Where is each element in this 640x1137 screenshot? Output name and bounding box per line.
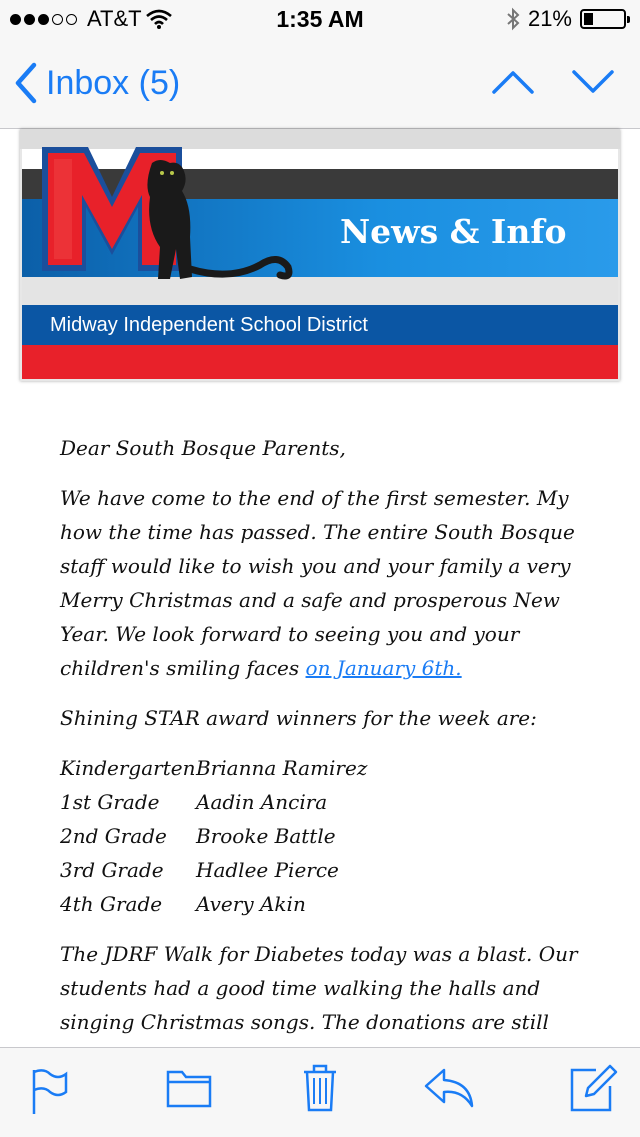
greeting: Dear South Bosque Parents, [60, 436, 346, 460]
battery-icon [580, 9, 626, 29]
navigation-bar [0, 40, 640, 129]
bottom-toolbar [0, 1047, 640, 1137]
compose-icon[interactable] [570, 1064, 618, 1112]
district-name: Midway Independent School District [22, 305, 618, 345]
carrier-label: AT&T [87, 6, 142, 31]
previous-message-button[interactable] [492, 68, 534, 96]
folder-icon[interactable] [166, 1066, 212, 1110]
message-navigation [492, 68, 614, 96]
newsletter-banner [20, 129, 620, 381]
panther-mascot-image [140, 157, 330, 285]
award-list [60, 751, 590, 921]
next-message-button[interactable] [572, 68, 614, 96]
letter-text [60, 431, 590, 1089]
back-to-inbox-button[interactable] [14, 62, 180, 104]
banner-headline: News & Info [340, 212, 567, 251]
award-intro: Shining STAR award winners for the week are: [60, 706, 537, 730]
award-row: 4th Grade Avery Akin [60, 892, 306, 916]
award-row: 1st Grade Aadin Ancira [60, 790, 328, 814]
flag-icon[interactable] [30, 1066, 70, 1116]
clock: 1:35 AM [276, 6, 364, 32]
battery-percent: 21% [527, 6, 572, 31]
status-bar [0, 0, 640, 40]
january-6th-link[interactable]: on January 6th. [305, 656, 462, 680]
status-right [506, 6, 626, 32]
reply-icon[interactable] [424, 1066, 476, 1110]
trash-icon[interactable] [302, 1062, 338, 1114]
message-body[interactable] [0, 129, 640, 1047]
paragraph-3: The JDRF Walk for Diabetes today was a blast. Our students had a good time walking the halls and singing Christmas songs. The donations are still [60, 942, 578, 1034]
paragraph-1: We have come to the end of the first semester. My how the time has passed. The entire South Bosque staff would like to wish you and your family a very Merry Christmas and a safe and prosperous New Year. We look forward to seeing you and your children's smiling faces on January 6th. [60, 486, 575, 680]
award-row: 2nd Grade Brooke Battle [60, 824, 336, 848]
chevron-left-icon [14, 62, 38, 104]
bluetooth-icon [506, 8, 520, 30]
back-label: Inbox (5) [46, 63, 181, 102]
award-row: Kindergarten Brianna Ramirez [60, 756, 368, 780]
award-row: 3rd Grade Hadlee Pierce [60, 858, 339, 882]
